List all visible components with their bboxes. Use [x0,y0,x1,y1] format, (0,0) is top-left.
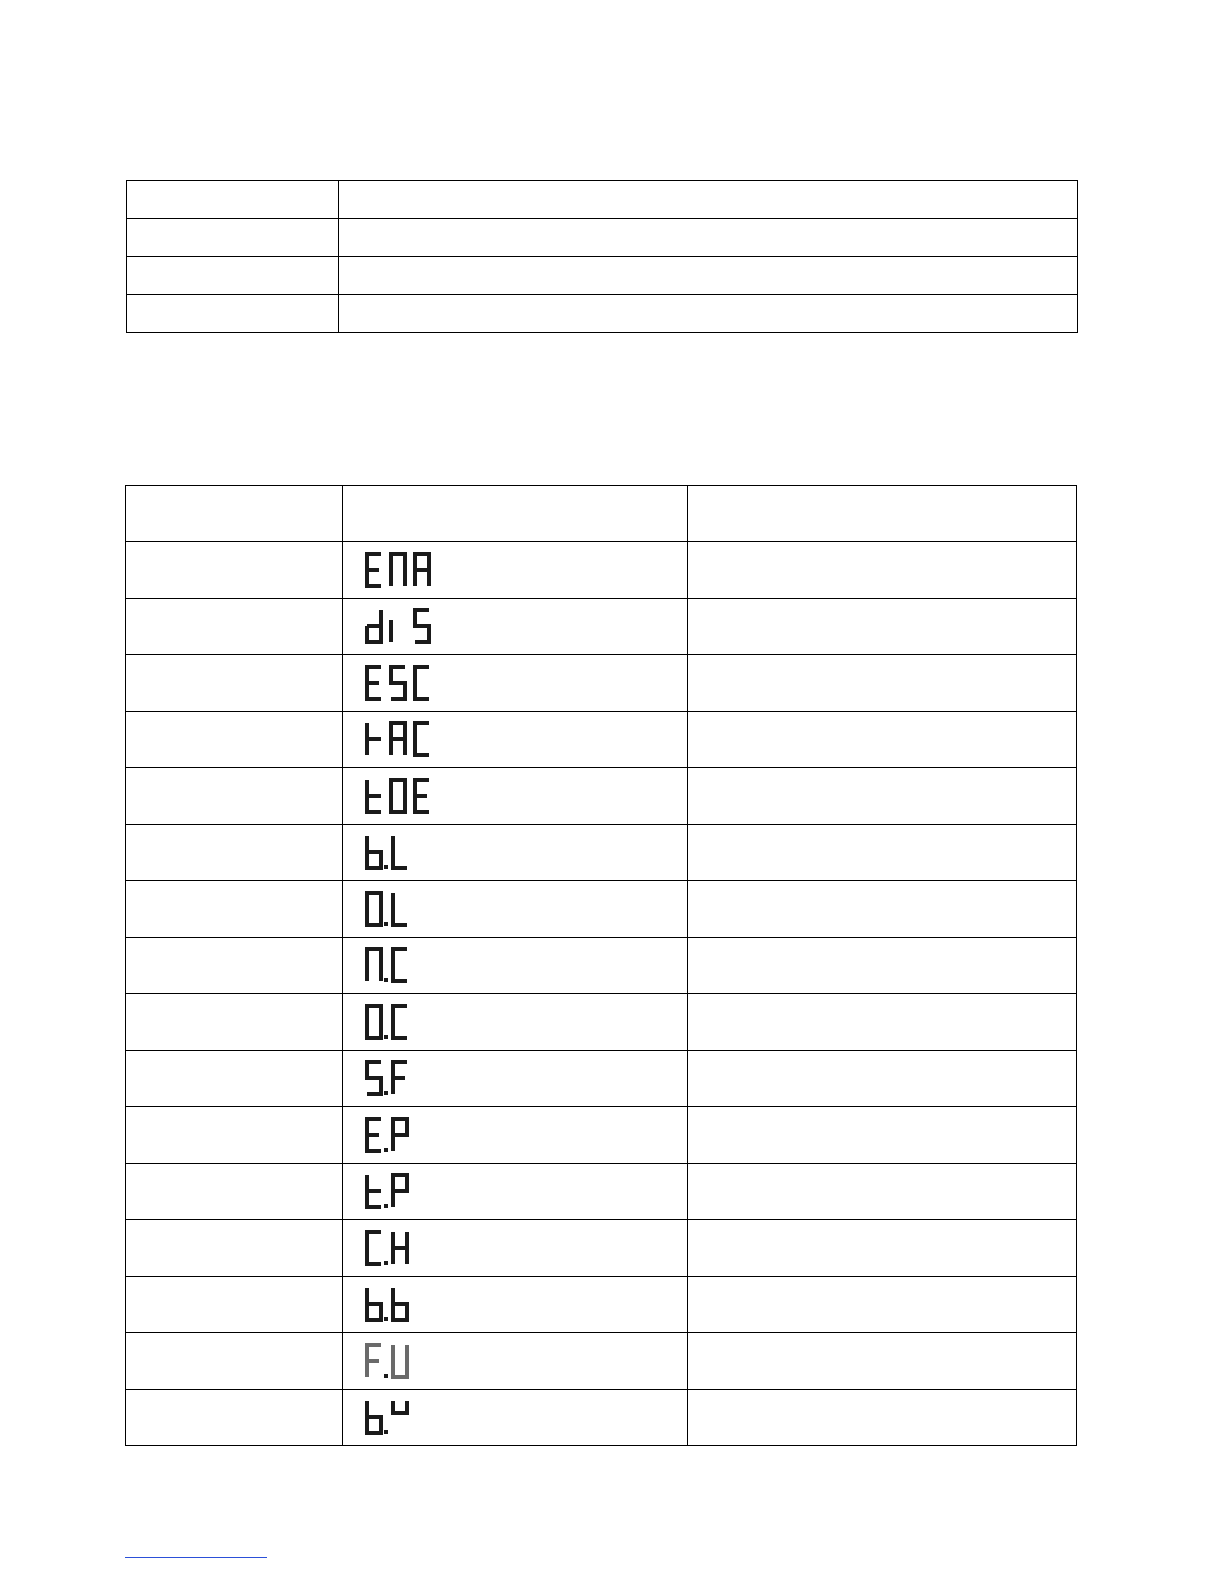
table-cell [343,1107,688,1164]
table-cell [688,1276,1077,1333]
table-cell [688,1107,1077,1164]
table-cell [343,1163,688,1220]
table-cell [688,598,1077,655]
table-cell [688,1163,1077,1220]
table-cell [126,1333,343,1390]
table-cell [126,824,343,881]
table-row [126,1163,1077,1220]
code-table [125,485,1077,1446]
table-row [126,1220,1077,1277]
table-cell [343,711,688,768]
top-table-cell [127,257,339,295]
table-cell [688,937,1077,994]
table-row [126,1389,1077,1446]
O.C-lcd-icon [363,1002,687,1042]
tOE-lcd-icon [363,776,687,816]
table-cell [343,768,688,825]
table-row [126,542,1077,599]
table-row [126,1050,1077,1107]
table-cell [126,711,343,768]
header-cell [688,486,1077,542]
table-cell [126,994,343,1051]
table-row [126,881,1077,938]
table-cell [343,881,688,938]
top-table-cell [127,295,339,333]
table-cell [126,655,343,712]
table-cell [126,1163,343,1220]
top-table-row [127,295,1078,333]
table-cell [343,1220,688,1277]
table-cell [343,1333,688,1390]
top-table-cell [339,257,1078,295]
footnote-separator [125,1557,267,1558]
table-cell [126,1389,343,1446]
table-cell [126,1276,343,1333]
table-cell [343,598,688,655]
table-cell [343,1050,688,1107]
table-row [126,1107,1077,1164]
top-table-row [127,219,1078,257]
O.L-lcd-icon [363,889,687,929]
table-cell [688,768,1077,825]
diS-lcd-icon [363,606,687,646]
E.P-lcd-icon [363,1115,687,1155]
top-table-cell [339,219,1078,257]
table-row [126,598,1077,655]
table-row [126,768,1077,825]
top-table-cell [127,181,339,219]
table-cell [343,824,688,881]
table-cell [343,1389,688,1446]
ESC-lcd-icon [363,663,687,703]
table-cell [126,1107,343,1164]
table-cell [126,1050,343,1107]
S.F-lcd-icon [363,1058,687,1098]
table-cell [126,937,343,994]
table-cell [126,1220,343,1277]
table-cell [688,1389,1077,1446]
table-cell [126,881,343,938]
top-table-row [127,257,1078,295]
top-table-cell [339,181,1078,219]
code-table-header-row [126,486,1077,542]
top-table-cell [127,219,339,257]
b.b-lcd-icon [363,1284,687,1324]
table-cell [688,824,1077,881]
table-row [126,824,1077,881]
F.U-lcd-icon [363,1341,687,1381]
table-cell [126,768,343,825]
b.u-lcd-icon [363,1397,687,1437]
C.H-lcd-icon [363,1228,687,1268]
table-cell [688,1220,1077,1277]
top-table-row [127,181,1078,219]
table-cell [343,937,688,994]
b.L-lcd-icon [363,832,687,872]
table-cell [688,655,1077,712]
t.P-lcd-icon [363,1171,687,1211]
table-cell [343,1276,688,1333]
tAC-lcd-icon [363,719,687,759]
table-row [126,994,1077,1051]
table-cell [126,542,343,599]
table-cell [688,542,1077,599]
table-cell [343,542,688,599]
table-cell [688,881,1077,938]
N.C-lcd-icon [363,945,687,985]
table-row [126,711,1077,768]
table-cell [126,598,343,655]
table-row [126,937,1077,994]
header-cell [343,486,688,542]
table-cell [688,1050,1077,1107]
table-cell [688,1333,1077,1390]
header-cell [126,486,343,542]
table-row [126,1276,1077,1333]
table-cell [688,711,1077,768]
top-table-cell [339,295,1078,333]
table-row [126,1333,1077,1390]
top-table [126,180,1078,333]
table-cell [343,655,688,712]
ENA-lcd-icon [363,550,687,590]
table-cell [688,994,1077,1051]
table-row [126,655,1077,712]
table-cell [343,994,688,1051]
